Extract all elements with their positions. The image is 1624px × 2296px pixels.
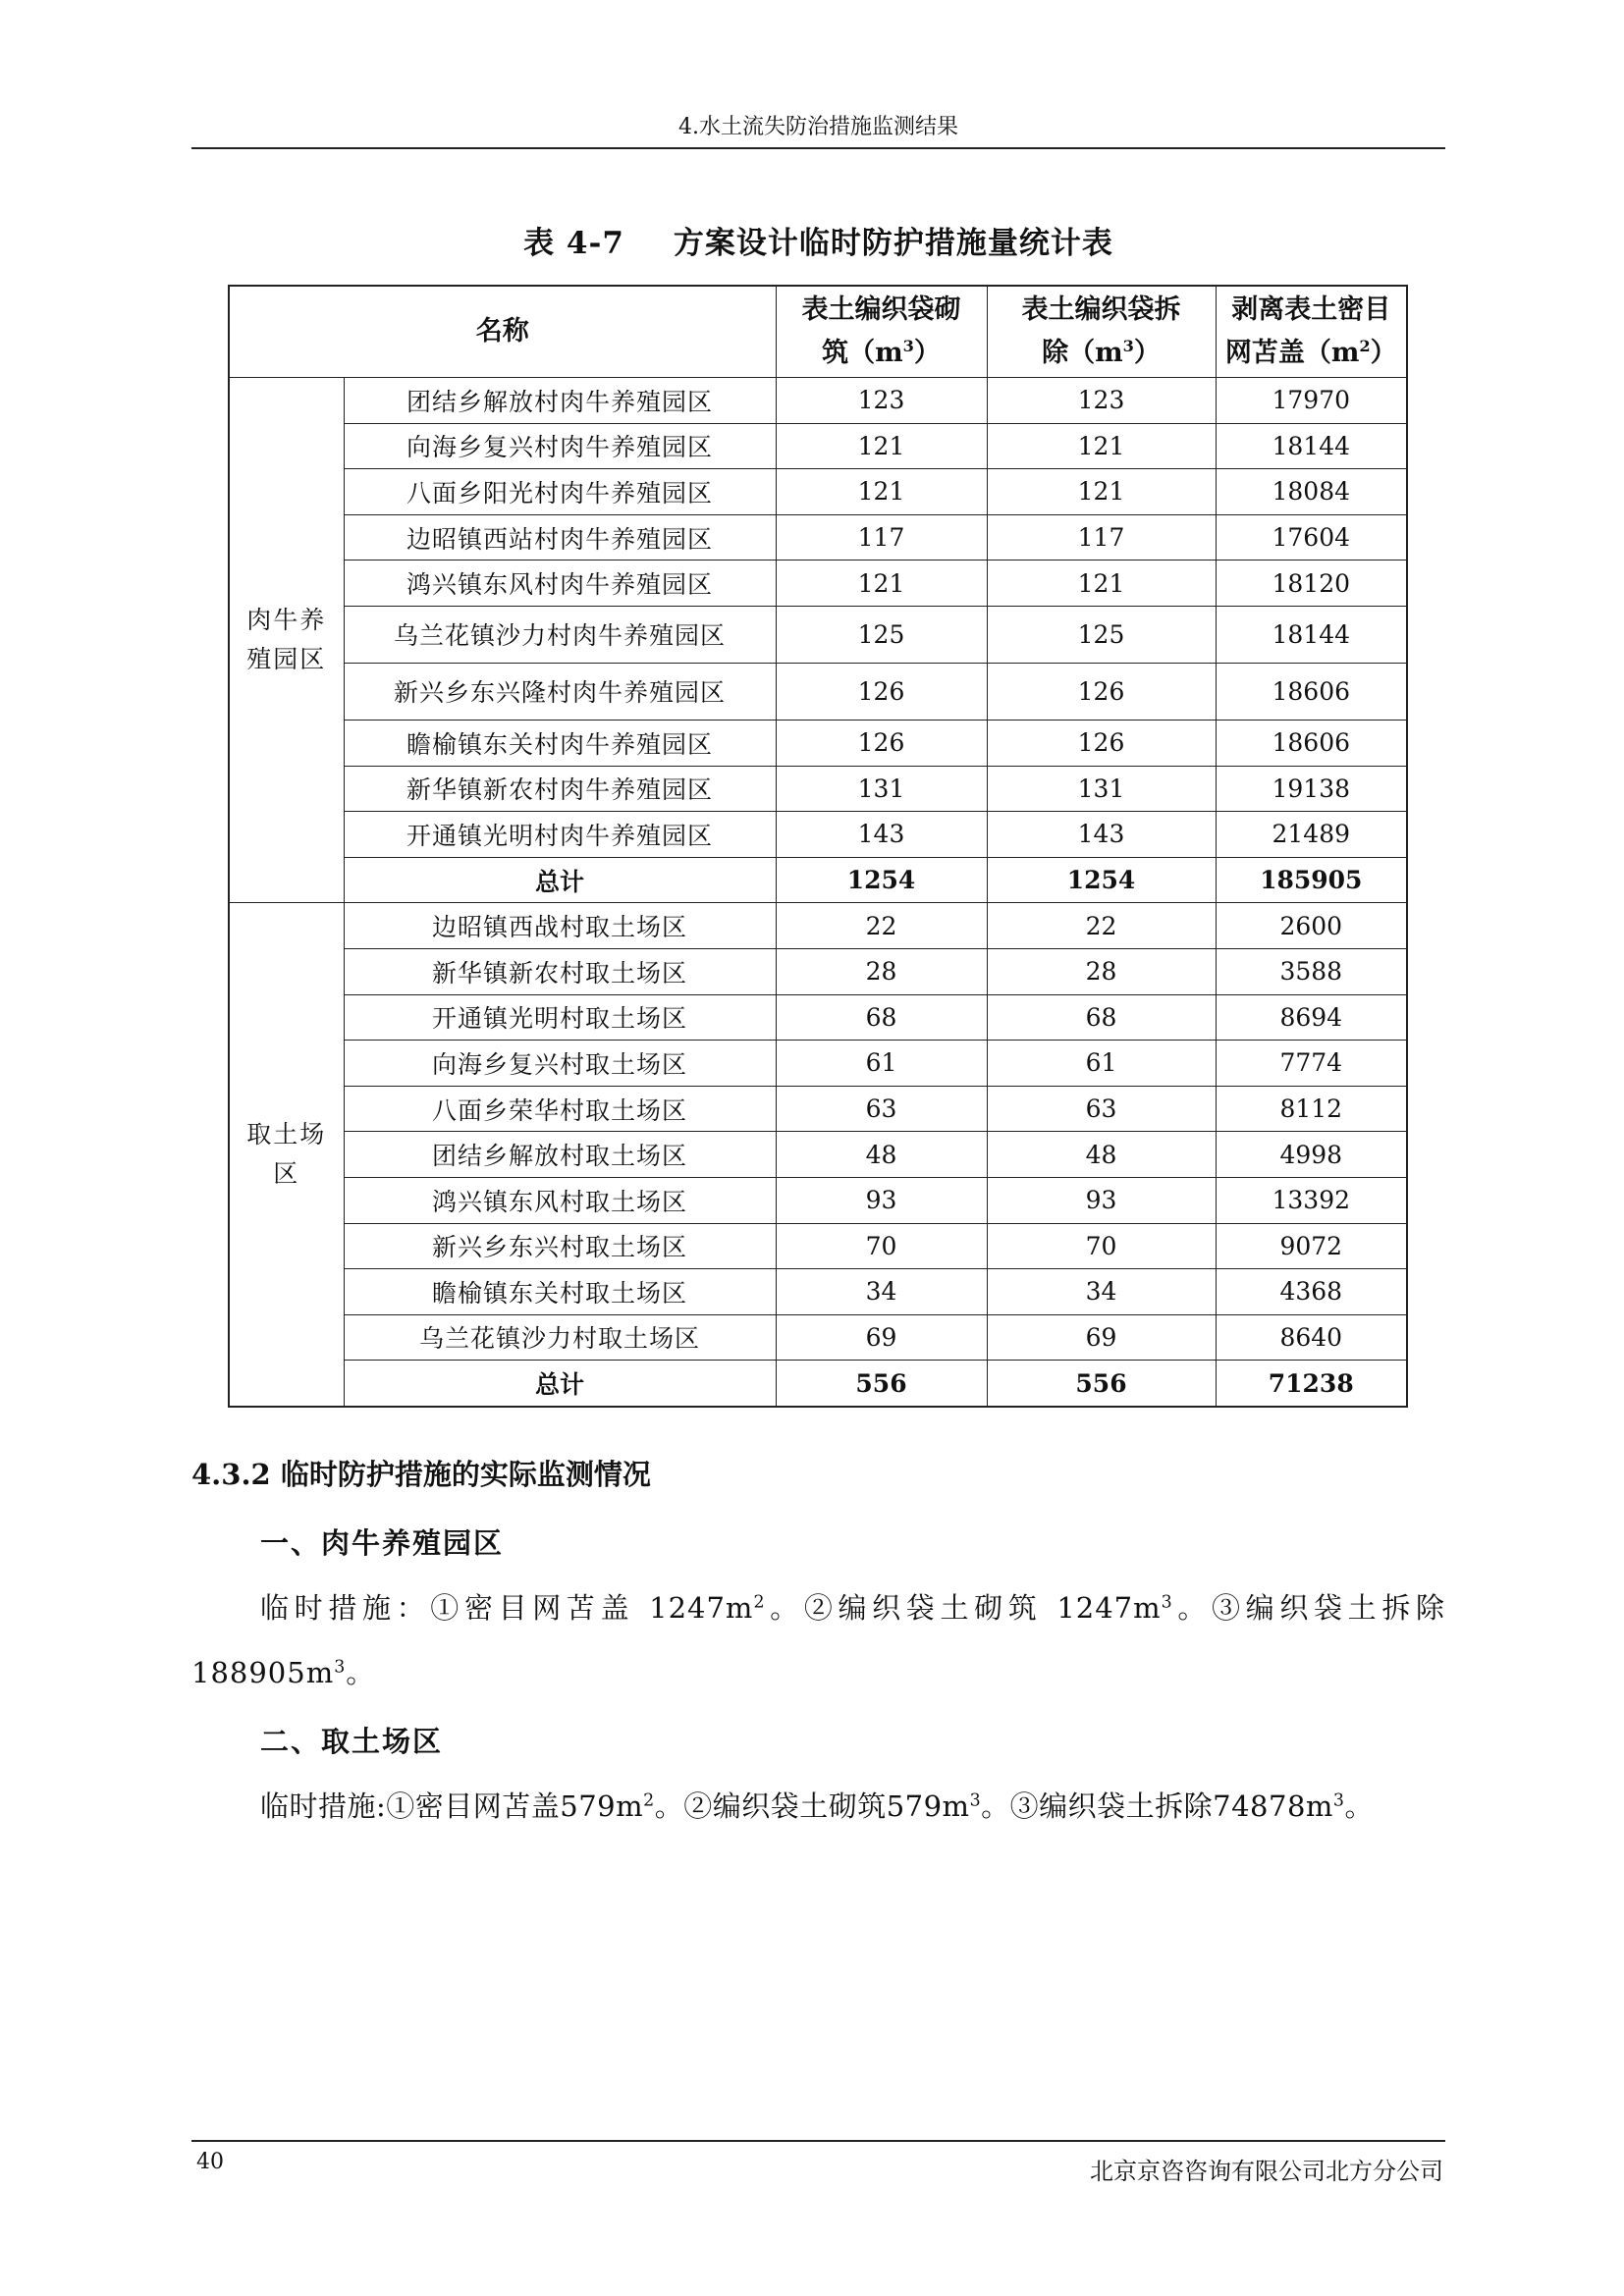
para1-part-d: 。 [346, 1656, 376, 1689]
para2-sup-a: 2 [643, 1790, 655, 1811]
table-row [229, 994, 1407, 1041]
para2-sup-b: 3 [969, 1790, 982, 1811]
cell-v3: 17970 [1216, 378, 1407, 424]
header-col3-line2: 网苫盖（m [1224, 338, 1360, 368]
cell-v2: 143 [987, 812, 1216, 858]
table-row [229, 469, 1407, 515]
table-row [229, 561, 1407, 607]
cell-name: 开通镇光明村肉牛养殖园区 [344, 812, 776, 858]
cell-v1: 126 [776, 720, 987, 766]
cell-v3: 21489 [1216, 812, 1407, 858]
table-row [229, 1132, 1407, 1178]
header-col2-close: ） [1133, 338, 1161, 368]
header-col3-close: ） [1370, 338, 1397, 368]
para2-part-a: 临时措施:①密目网苫盖579m [260, 1789, 644, 1823]
cell-name: 新兴乡东兴隆村肉牛养殖园区 [344, 663, 776, 720]
total-v3: 71238 [1216, 1361, 1407, 1407]
table-title: 方案设计临时防护措施量统计表 [673, 226, 1113, 261]
table-row [229, 423, 1407, 469]
cell-name: 鸿兴镇东风村取土场区 [344, 1177, 776, 1223]
cell-v3: 8112 [1216, 1086, 1407, 1132]
cell-v3: 3588 [1216, 948, 1407, 994]
table-row [229, 1314, 1407, 1361]
cell-name: 乌兰花镇沙力村肉牛养殖园区 [344, 606, 776, 663]
total-label: 总计 [344, 1361, 776, 1407]
header-col3-sup: 2 [1359, 337, 1371, 355]
cell-v1: 121 [776, 423, 987, 469]
cell-name: 瞻榆镇东关村取土场区 [344, 1269, 776, 1315]
cell-name: 团结乡解放村肉牛养殖园区 [344, 378, 776, 424]
group-label-line2: 区 [273, 1159, 300, 1189]
header-col3-line1: 剥离表土密目 [1231, 294, 1391, 325]
company-name: 北京京咨咨询有限公司北方分公司 [1090, 2158, 1443, 2185]
group-label [229, 903, 344, 1407]
cell-v2: 131 [987, 766, 1216, 812]
header-col2-line2: 除（m [1042, 338, 1123, 368]
table-row [229, 903, 1407, 949]
total-label: 总计 [344, 857, 776, 903]
cell-v3: 9072 [1216, 1223, 1407, 1269]
cell-v2: 68 [987, 994, 1216, 1041]
cell-v2: 61 [987, 1041, 1216, 1087]
table-caption [191, 218, 1445, 262]
table-number: 表 4-7 [523, 226, 624, 261]
cell-v2: 28 [987, 948, 1216, 994]
cell-v3: 18084 [1216, 469, 1407, 515]
para2-part-c: 。③编织袋土拆除74878m [981, 1789, 1333, 1823]
subheading-cattle-parks: 一、肉牛养殖园区 [260, 1526, 505, 1560]
cell-v2: 123 [987, 378, 1216, 424]
cell-v1: 93 [776, 1177, 987, 1223]
cell-name: 边昭镇西战村取土场区 [344, 903, 776, 949]
total-row [229, 1361, 1407, 1407]
cell-v3: 18606 [1216, 720, 1407, 766]
table-row [229, 1086, 1407, 1132]
group-label-line2: 殖园区 [246, 645, 327, 674]
cell-v3: 18606 [1216, 663, 1407, 720]
footer-rule [191, 2140, 1445, 2142]
cell-name: 向海乡复兴村肉牛养殖园区 [344, 423, 776, 469]
para1-part-b: 。②编织袋土砌筑 1247m [765, 1591, 1162, 1625]
cell-v1: 22 [776, 903, 987, 949]
header-col1-line1: 表土编织袋砌 [801, 294, 961, 325]
cell-name: 鸿兴镇东风村肉牛养殖园区 [344, 561, 776, 607]
paragraph-borrow-area [260, 1785, 1374, 1825]
header-col3 [1216, 286, 1407, 378]
group-label [229, 378, 344, 903]
table-header-row [229, 286, 1407, 378]
cell-v3: 18144 [1216, 606, 1407, 663]
running-header: 4.水土流失防治措施监测结果 [678, 115, 958, 139]
cell-name: 开通镇光明村取土场区 [344, 994, 776, 1041]
cell-v3: 13392 [1216, 1177, 1407, 1223]
cell-v3: 8640 [1216, 1314, 1407, 1361]
group-label-line1: 肉牛养 [246, 606, 327, 635]
cell-v1: 48 [776, 1132, 987, 1178]
paragraph-cattle-parks [191, 1575, 1445, 1705]
cell-v1: 69 [776, 1314, 987, 1361]
table-row [229, 720, 1407, 766]
cell-v2: 125 [987, 606, 1216, 663]
cell-name: 八面乡荣华村取土场区 [344, 1086, 776, 1132]
cell-v1: 28 [776, 948, 987, 994]
table-row [229, 1041, 1407, 1087]
cell-v1: 34 [776, 1269, 987, 1315]
cell-v2: 70 [987, 1223, 1216, 1269]
para2-sup-c: 3 [1332, 1790, 1345, 1811]
cell-v1: 121 [776, 469, 987, 515]
cell-v2: 121 [987, 561, 1216, 607]
cell-v2: 126 [987, 663, 1216, 720]
cell-v1: 61 [776, 1041, 987, 1087]
cell-v1: 70 [776, 1223, 987, 1269]
para1-part-c: 。③编织袋土拆除 188905m [191, 1591, 1445, 1689]
table-row [229, 1269, 1407, 1315]
cell-v2: 63 [987, 1086, 1216, 1132]
table-row [229, 766, 1407, 812]
total-row [229, 857, 1407, 903]
para2-part-d: 。 [1344, 1789, 1374, 1823]
cell-v2: 69 [987, 1314, 1216, 1361]
cell-v2: 93 [987, 1177, 1216, 1223]
cell-name: 乌兰花镇沙力村取土场区 [344, 1314, 776, 1361]
header-rule [191, 147, 1445, 149]
para1-part-a: 临时措施：①密目网苫盖 1247m [260, 1591, 754, 1625]
cell-name: 向海乡复兴村取土场区 [344, 1041, 776, 1087]
cell-v1: 123 [776, 378, 987, 424]
table-row [229, 663, 1407, 720]
table-row [229, 1177, 1407, 1223]
cell-v1: 121 [776, 561, 987, 607]
cell-v2: 117 [987, 514, 1216, 561]
cell-v3: 2600 [1216, 903, 1407, 949]
cell-name: 团结乡解放村取土场区 [344, 1132, 776, 1178]
cell-v3: 18120 [1216, 561, 1407, 607]
cell-name: 新华镇新农村取土场区 [344, 948, 776, 994]
cell-name: 八面乡阳光村肉牛养殖园区 [344, 469, 776, 515]
table-row [229, 1223, 1407, 1269]
cell-name: 边昭镇西站村肉牛养殖园区 [344, 514, 776, 561]
cell-v1: 117 [776, 514, 987, 561]
header-col1-close: ） [913, 338, 941, 368]
table-row [229, 948, 1407, 994]
header-col1-sup: 3 [902, 337, 914, 355]
para2-part-b: 。②编织袋土砌筑579m [654, 1789, 970, 1823]
header-name: 名称 [229, 286, 776, 378]
cell-name: 新兴乡东兴村取土场区 [344, 1223, 776, 1269]
cell-name: 新华镇新农村肉牛养殖园区 [344, 766, 776, 812]
cell-v1: 143 [776, 812, 987, 858]
header-col1 [776, 286, 987, 378]
header-col1-line2: 筑（m [822, 338, 903, 368]
cell-v3: 4998 [1216, 1132, 1407, 1178]
page-number: 40 [196, 2150, 224, 2174]
subheading-borrow-area: 二、取土场区 [260, 1725, 444, 1758]
cell-v1: 126 [776, 663, 987, 720]
statistics-table [228, 285, 1408, 1408]
group-label-line1: 取土场 [246, 1120, 327, 1149]
cell-v3: 17604 [1216, 514, 1407, 561]
cell-v1: 125 [776, 606, 987, 663]
cell-v3: 8694 [1216, 994, 1407, 1041]
total-v2: 1254 [987, 857, 1216, 903]
cell-v2: 121 [987, 469, 1216, 515]
cell-v3: 19138 [1216, 766, 1407, 812]
cell-v1: 63 [776, 1086, 987, 1132]
cell-v2: 126 [987, 720, 1216, 766]
table-row [229, 606, 1407, 663]
table-row [229, 378, 1407, 424]
cell-v2: 121 [987, 423, 1216, 469]
cell-v3: 7774 [1216, 1041, 1407, 1087]
total-v1: 1254 [776, 857, 987, 903]
cell-v1: 131 [776, 766, 987, 812]
header-col2-line1: 表土编织袋拆 [1021, 294, 1181, 325]
cell-v1: 68 [776, 994, 987, 1041]
section-heading: 4.3.2 临时防护措施的实际监测情况 [191, 1458, 651, 1491]
header-col2-sup: 3 [1122, 337, 1134, 355]
cell-v2: 48 [987, 1132, 1216, 1178]
para1-sup-b: 3 [1161, 1592, 1173, 1613]
table-row [229, 812, 1407, 858]
cell-v3: 18144 [1216, 423, 1407, 469]
cell-v2: 34 [987, 1269, 1216, 1315]
cell-name: 瞻榆镇东关村肉牛养殖园区 [344, 720, 776, 766]
total-v3: 185905 [1216, 857, 1407, 903]
table-row [229, 514, 1407, 561]
total-v1: 556 [776, 1361, 987, 1407]
total-v2: 556 [987, 1361, 1216, 1407]
header-col2 [987, 286, 1216, 378]
para1-sup-a: 2 [753, 1592, 766, 1613]
cell-v2: 22 [987, 903, 1216, 949]
cell-v3: 4368 [1216, 1269, 1407, 1315]
para1-sup-c: 3 [334, 1657, 347, 1678]
